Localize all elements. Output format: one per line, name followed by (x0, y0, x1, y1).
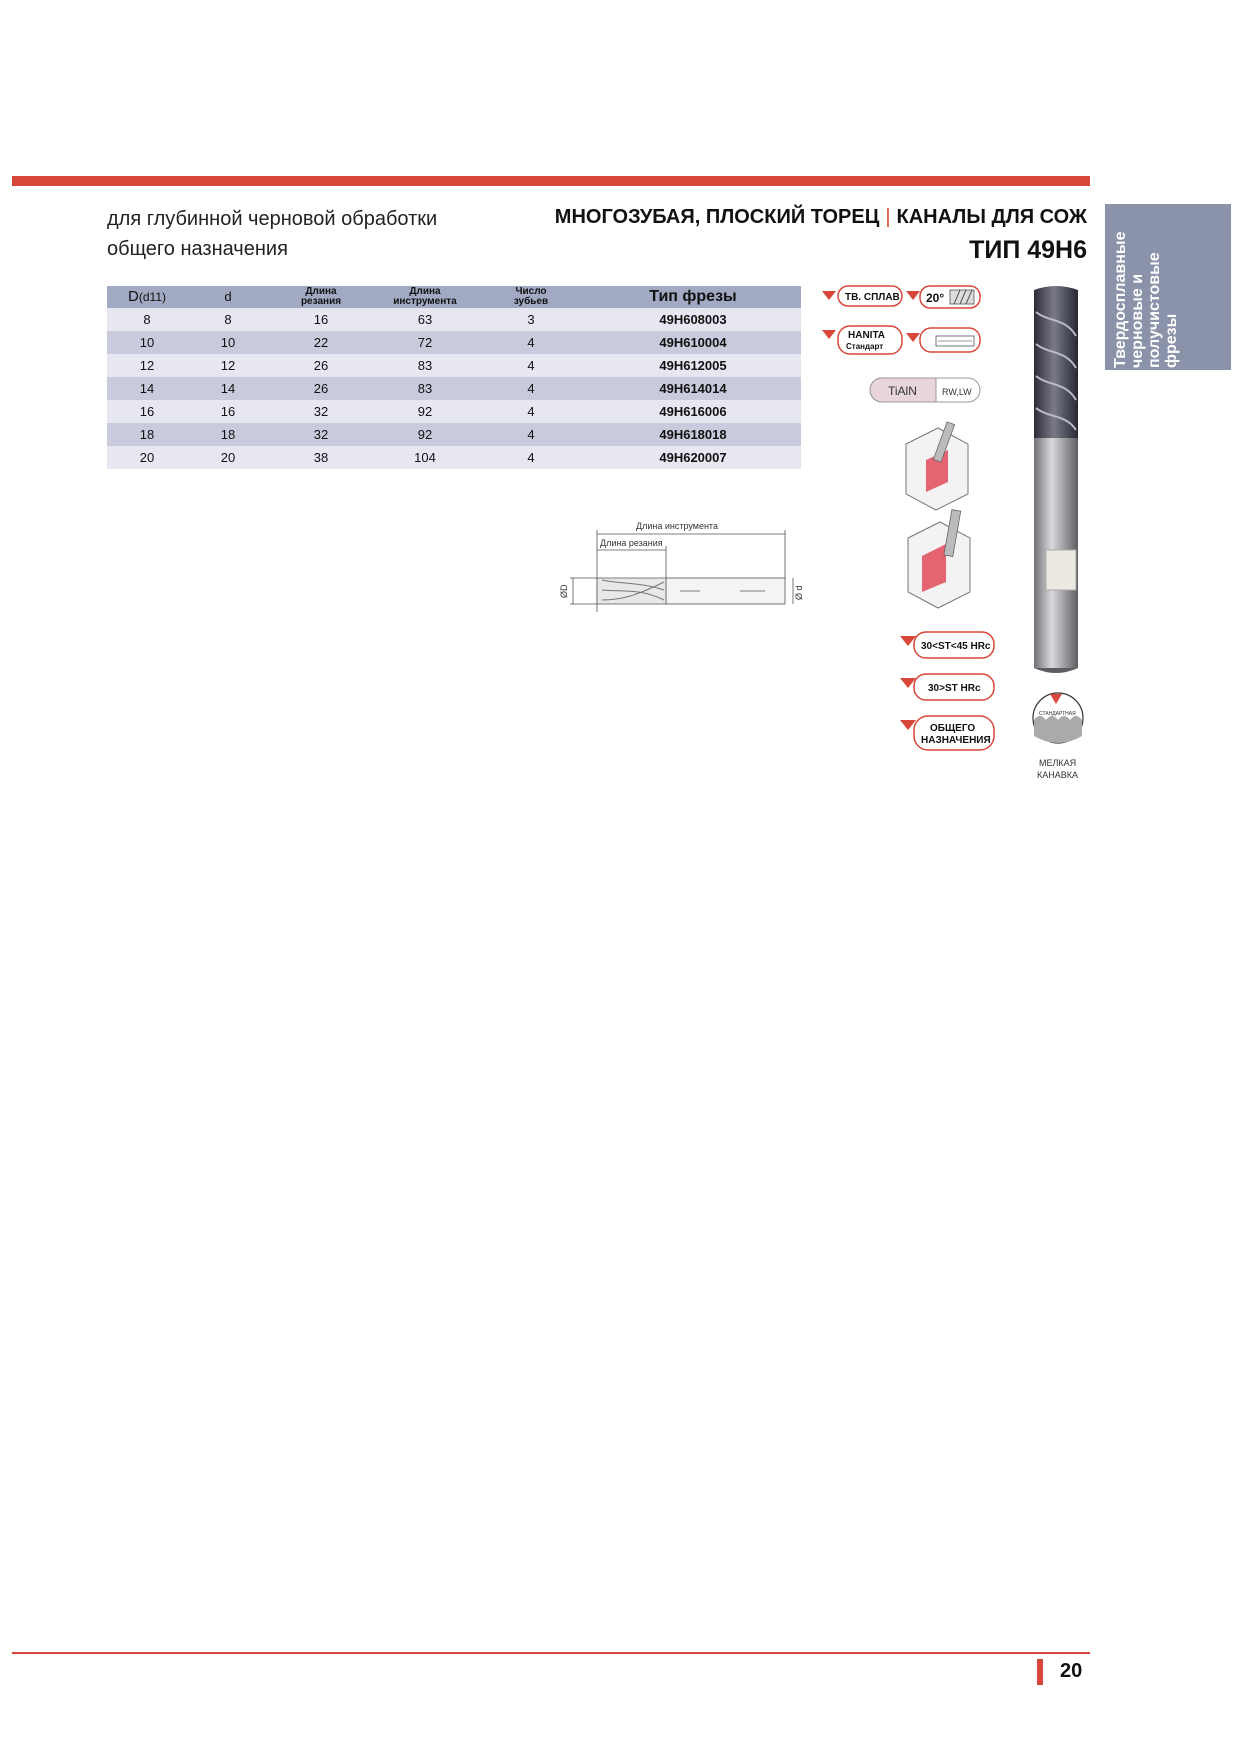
dimension-schematic (540, 520, 810, 620)
product-title (555, 206, 1087, 229)
end-mill-photo (1026, 282, 1086, 678)
hardness-badge-1 (900, 632, 994, 658)
helix-badge (906, 286, 980, 308)
tool-length-label: Длина инструмента (636, 521, 718, 531)
table-row: 10 10 22 72 4 49H610004 (107, 331, 801, 354)
type-label: ТИП 49Н6 (969, 236, 1087, 264)
slot-milling-icon (906, 422, 968, 510)
profile-label-2: КАНАВКА (1037, 770, 1078, 780)
col-header-tool-length: Длина инструмента (373, 286, 477, 308)
svg-text:30>ST HRc: 30>ST HRc (928, 683, 981, 694)
hanita-badge (822, 326, 902, 354)
dia-D-label: ØD (559, 584, 569, 598)
title-left: МНОГОЗУБАЯ, ПЛОСКИЙ ТОРЕЦ (554, 206, 880, 228)
svg-text:HANITA: HANITA (848, 330, 886, 341)
flute-profile-icon (1030, 690, 1086, 784)
side-tab-label: Твердосплавные черновые и получистовые фрезы (1112, 231, 1180, 368)
carbide-badge (822, 286, 902, 306)
svg-text:TiAlN: TiAlN (888, 384, 917, 398)
profile-label-1: МЕЛКАЯ (1039, 758, 1077, 768)
dia-d-label: Ø d (794, 585, 804, 600)
top-accent-bar (12, 176, 1090, 186)
col-header-D: D(d11) (107, 286, 187, 308)
col-header-d: d (187, 286, 269, 308)
bottom-rule (12, 1652, 1090, 1654)
coolant-badge (906, 328, 980, 352)
spec-table (107, 286, 801, 469)
col-header-teeth: Число зубьев (477, 286, 585, 308)
page-number-mark (1037, 1659, 1043, 1685)
general-purpose-badge (900, 716, 994, 750)
title-right: КАНАЛЫ ДЛЯ СОЖ (896, 206, 1087, 228)
hardness-badge-2 (900, 674, 994, 700)
subtitle-line-2: общего назначения (107, 238, 288, 260)
table-row: 14 14 26 83 4 49H614014 (107, 377, 801, 400)
svg-text:Стандарт: Стандарт (846, 342, 884, 351)
ramp-milling-icon (908, 510, 970, 608)
table-row: 12 12 26 83 4 49H612005 (107, 354, 801, 377)
table-row: 18 18 32 92 4 49H618018 (107, 423, 801, 446)
page-number: 20 (1060, 1660, 1083, 1682)
svg-text:НАЗНАЧЕНИЯ: НАЗНАЧЕНИЯ (921, 735, 991, 746)
table-row: 20 20 38 104 4 49H620007 (107, 446, 801, 469)
svg-text:ОБЩЕГО: ОБЩЕГО (930, 723, 976, 734)
svg-text:ТВ. СПЛАВ: ТВ. СПЛАВ (845, 292, 900, 303)
col-header-type: Тип фрезы (585, 286, 801, 308)
profile-standard-label: СТАНДАРТНАЯ (1039, 711, 1076, 717)
helix-icon (950, 290, 974, 304)
table-row: 16 16 32 92 4 49H616006 (107, 400, 801, 423)
svg-text:20°: 20° (926, 291, 945, 305)
cut-length-label: Длина резания (600, 538, 663, 548)
table-header-row (107, 286, 801, 308)
table-row: 8 8 16 63 3 49H608003 (107, 308, 801, 331)
svg-text:RW,LW: RW,LW (942, 387, 972, 397)
col-header-cut-length: Длина резания (269, 286, 373, 308)
svg-text:30<ST<45 HRc: 30<ST<45 HRc (921, 641, 991, 652)
coolant-channel-icon (936, 336, 974, 346)
title-separator: | (885, 206, 891, 228)
coating-badge (870, 378, 980, 402)
subtitle-line-1: для глубинной черновой обработки (107, 208, 438, 230)
